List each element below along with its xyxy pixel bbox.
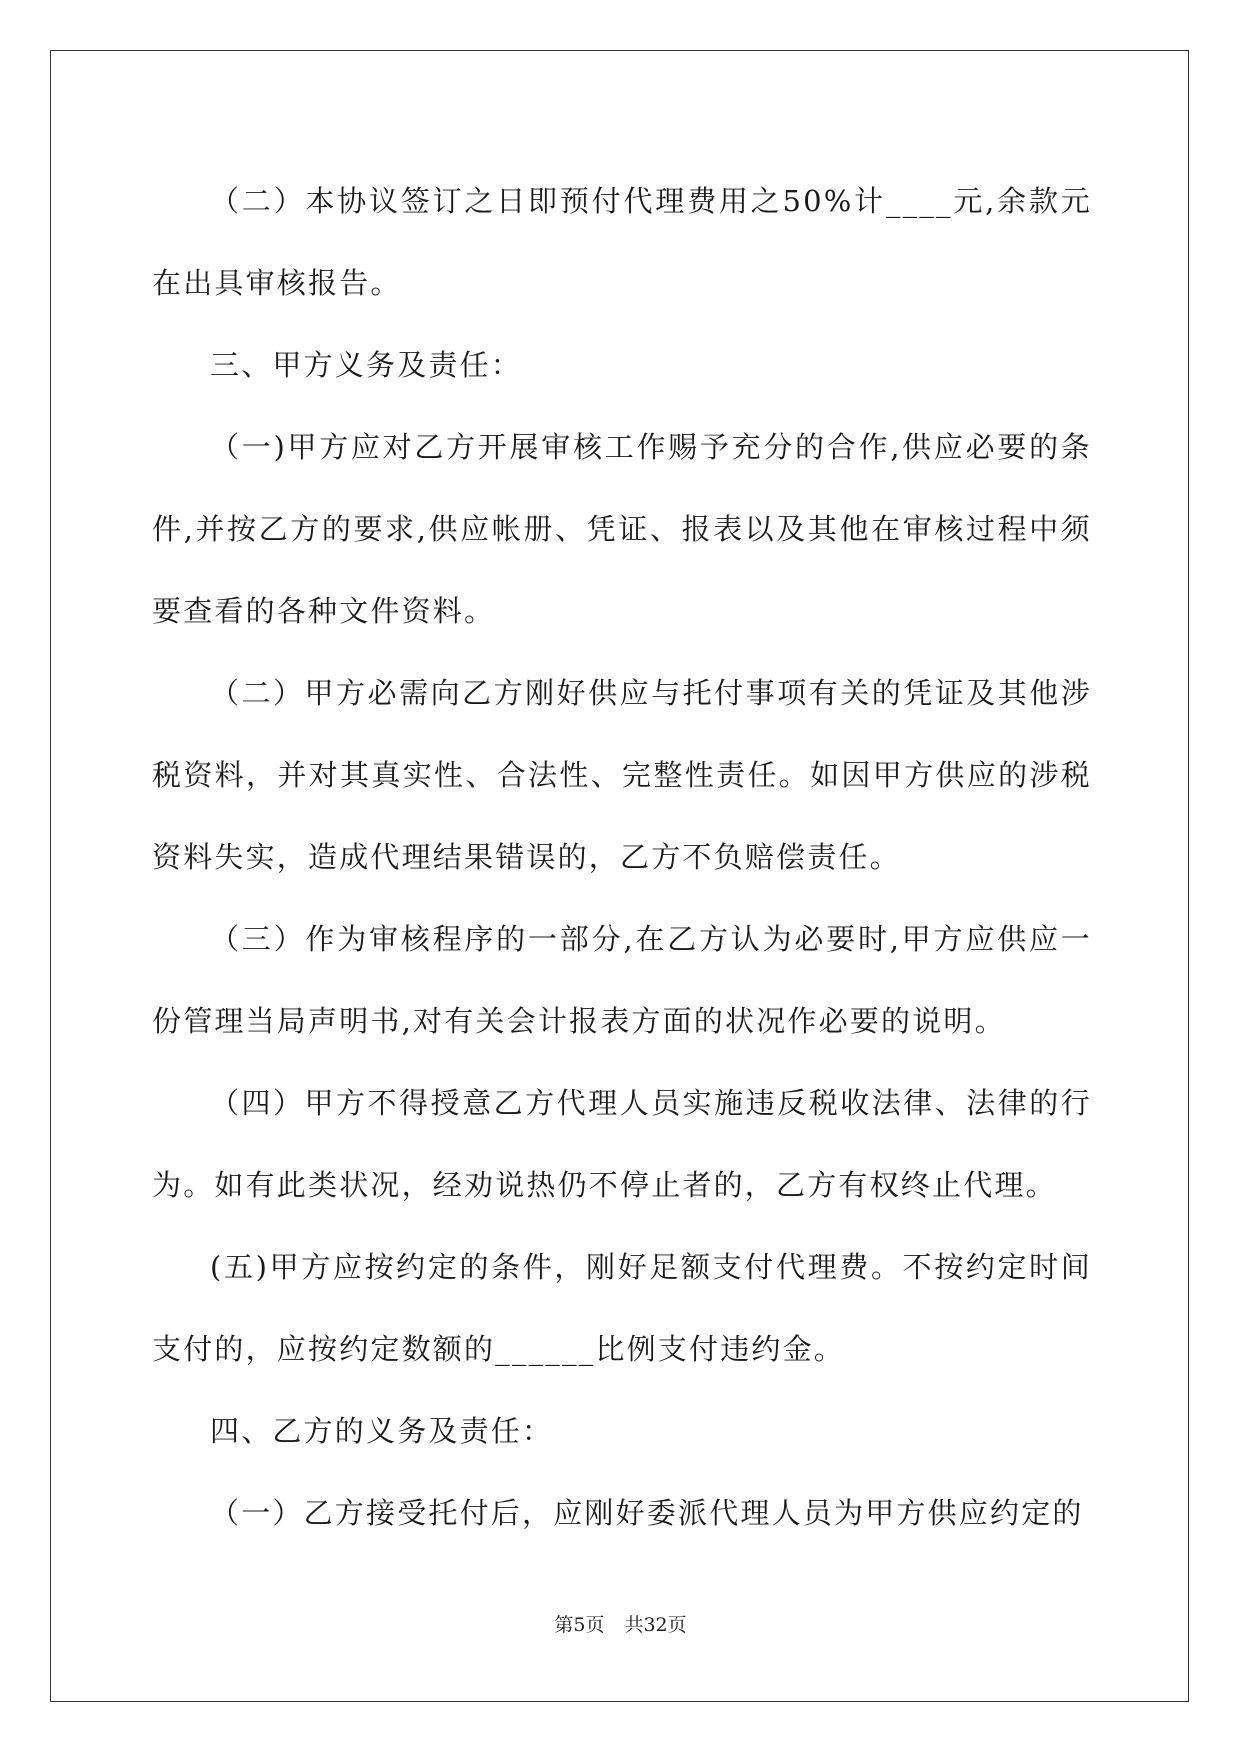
page-footer — [0, 1610, 1241, 1637]
paragraph-management-statement: （三）作为审核程序的一部分,在乙方认为必要时,甲方应供应一份管理当局声明书,对有关会计报表方面的状况作必要的说明。 — [152, 922, 1092, 1038]
page-total: 共32页 — [624, 1614, 687, 1636]
section-heading-party-a-obligations: 三、甲方义务及责任： — [210, 348, 523, 382]
page-number: 第5页 — [554, 1614, 605, 1636]
paragraph-no-violation: （四）甲方不得授意乙方代理人员实施违反税收法律、法律的行为。如有此类状况，经劝说热仍不停止者的，乙方有权终止代理。 — [152, 1086, 1092, 1202]
paragraph-party-a-tax-materials: （二）甲方必需向乙方刚好供应与托付事项有关的凭证及其他涉税资料，并对其真实性、合法性、完整性责任。如因甲方供应的涉税资料失实，造成代理结果错误的，乙方不负赔偿责任。 — [152, 676, 1092, 874]
paragraph-payment-terms: (五)甲方应按约定的条件，刚好足额支付代理费。不按约定时间支付的，应按约定数额的______比例支付违约金。 — [152, 1250, 1092, 1366]
document-body — [152, 160, 1092, 1554]
paragraph-party-a-cooperation: （一)甲方应对乙方开展审核工作赐予充分的合作,供应必要的条件,并按乙方的要求,供应帐册、凭证、报表以及其他在审核过程中须要查看的各种文件资料。 — [152, 430, 1092, 628]
section-heading-party-b-obligations: 四、乙方的义务及责任： — [210, 1414, 554, 1448]
paragraph-party-b-assignment: （一）乙方接受托付后，应刚好委派代理人员为甲方供应约定的 — [210, 1496, 1084, 1530]
paragraph-advance-payment: （二）本协议签订之日即预付代理费用之50%计____元,余款元在出具审核报告。 — [152, 184, 1092, 300]
